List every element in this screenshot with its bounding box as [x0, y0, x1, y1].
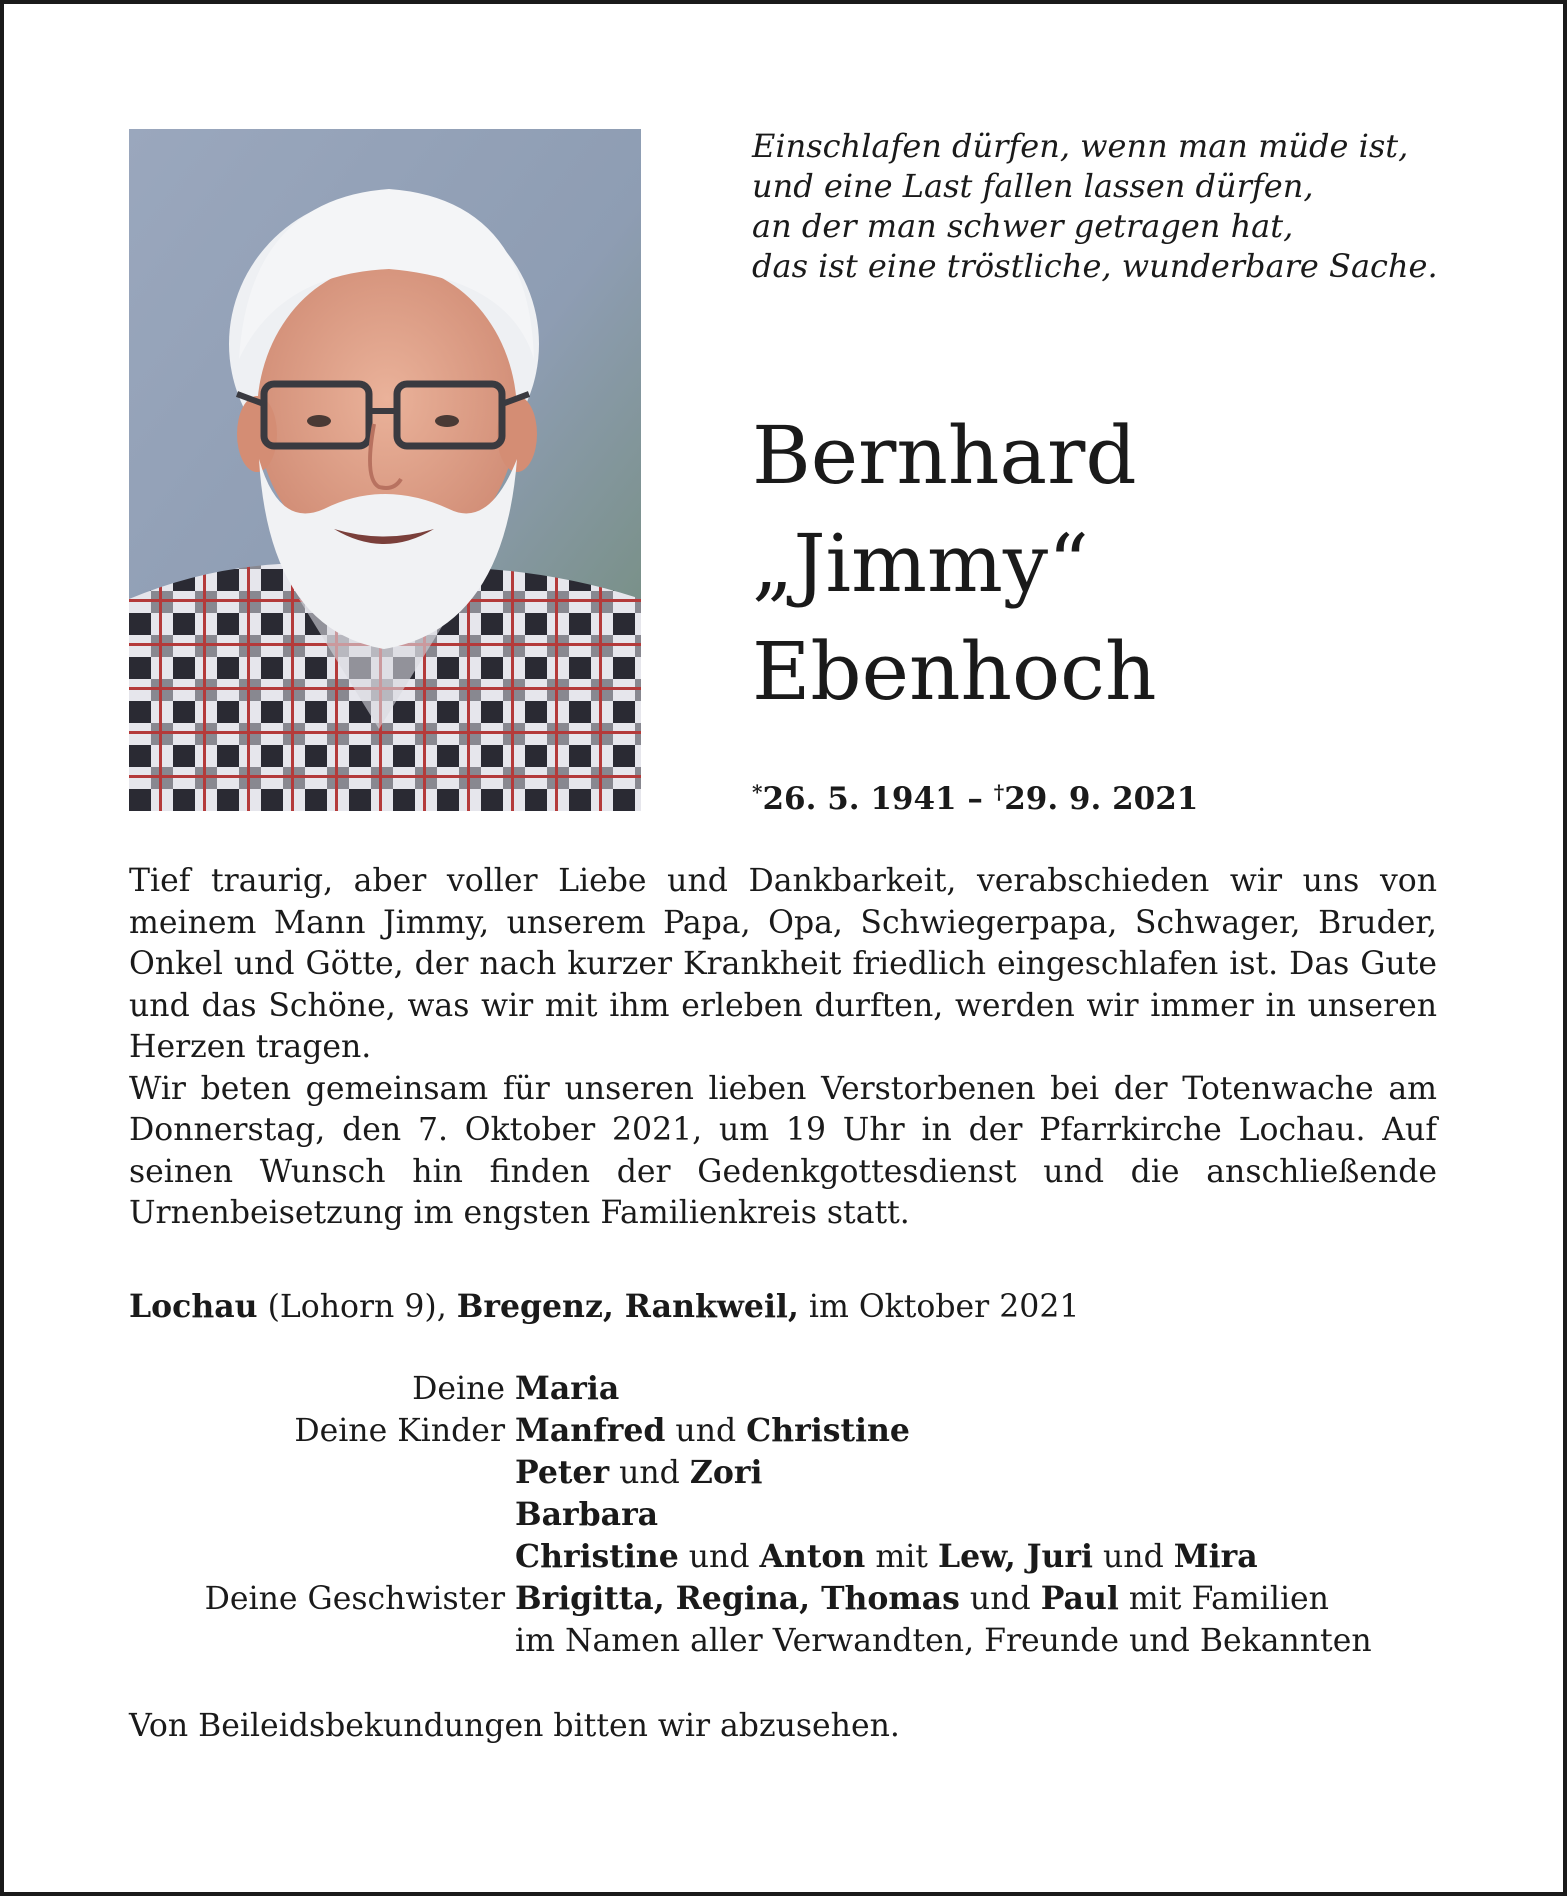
grandchild-name: Mira [1173, 1538, 1258, 1575]
first-name: Bernhard [752, 409, 1137, 502]
sibling-name: Paul [1040, 1580, 1119, 1617]
signer-row-wife [129, 1368, 1449, 1410]
child-name: Barbara [515, 1496, 659, 1533]
signer-row-children [129, 1452, 1449, 1494]
grandchildren-names: Lew, Juri [937, 1538, 1093, 1575]
closing-note: Von Beileidsbekundungen bitten wir abzusehen. [129, 1708, 900, 1744]
nickname: „Jimmy“ [752, 517, 1089, 610]
signer-row-siblings [129, 1578, 1449, 1620]
towns-other: Bregenz, Rankweil, [456, 1288, 799, 1325]
month-year: im Oktober 2021 [798, 1289, 1080, 1325]
sibling-names: Brigitta, Regina, Thomas [515, 1580, 960, 1617]
signer-label: Deine Kinder [294, 1413, 505, 1449]
child-name: Christine [515, 1538, 679, 1575]
town-lochau: Lochau [129, 1288, 258, 1325]
quote-line: das ist eine tröstliche, wunderbare Sache. [752, 247, 1438, 285]
connector: und [609, 1455, 690, 1491]
deceased-name [752, 402, 1452, 726]
signer-row-children [129, 1494, 1449, 1536]
signer-row-relatives [129, 1620, 1449, 1662]
signer-label: Deine [412, 1371, 505, 1407]
connector: und [1093, 1539, 1174, 1575]
birth-date: 26. 5. 1941 [762, 781, 957, 817]
relatives-line: im Namen aller Verwandten, Freunde und Bekannten [515, 1623, 1372, 1659]
portrait-photo [129, 129, 641, 811]
child-name: Manfred [515, 1412, 666, 1449]
life-dates [752, 780, 1352, 817]
signer-row-children [129, 1410, 1449, 1452]
partner-name: Zori [689, 1454, 763, 1491]
address: (Lohorn 9), [257, 1289, 457, 1325]
birth-symbol: * [752, 780, 763, 804]
last-name: Ebenhoch [752, 625, 1157, 718]
quote-line: und eine Last fallen lassen dürfen, [752, 167, 1314, 205]
partner-name: Christine [746, 1412, 910, 1449]
wife-name: Maria [515, 1370, 620, 1407]
obituary-text [129, 861, 1437, 1235]
death-date: 29. 9. 2021 [1004, 781, 1199, 817]
quote-block [752, 126, 1472, 286]
families-suffix: mit Familien [1118, 1581, 1329, 1617]
partner-name: Anton [759, 1538, 866, 1575]
signer-row-children [129, 1536, 1449, 1578]
signer-label: Deine Geschwister [204, 1581, 505, 1617]
paragraph-announcement: Tief traurig, aber voller Liebe und Dankbarkeit, verabschieden wir uns von meinem Mann Jimmy, unserem Papa, Opa, Schwiegerpapa, Schwager, Bruder, Onkel und Götte, der nach kurzer Krankheit friedlich eingeschlafen ist. Das Gute und das Schöne, was wir mit ihm erleben durften, werden wir immer in unseren Herzen tragen. [129, 863, 1437, 1065]
connector: und [665, 1413, 747, 1449]
signers-list [129, 1368, 1449, 1662]
paragraph-service: Wir beten gemeinsam für unseren lieben Verstorbenen bei der Totenwache am Donnerstag, den 7. Oktober 2021, um 19 Uhr in der Pfarrkirche Lochau. Auf seinen Wunsch hin finden der Gedenkgottesdienst und die anschließende Urnenbeisetzung im engsten Familienkreis statt. [129, 1070, 1437, 1231]
connector: mit [865, 1539, 938, 1575]
date-dash: – [956, 781, 994, 817]
child-name: Peter [515, 1454, 610, 1491]
connector: und [678, 1539, 760, 1575]
portrait-photo-icon [129, 129, 641, 811]
death-symbol: † [993, 780, 1005, 804]
connector: und [959, 1581, 1041, 1617]
quote-line: Einschlafen dürfen, wenn man müde ist, [752, 127, 1409, 165]
quote-line: an der man schwer getragen hat, [752, 207, 1294, 245]
place-date-line [129, 1286, 1429, 1328]
